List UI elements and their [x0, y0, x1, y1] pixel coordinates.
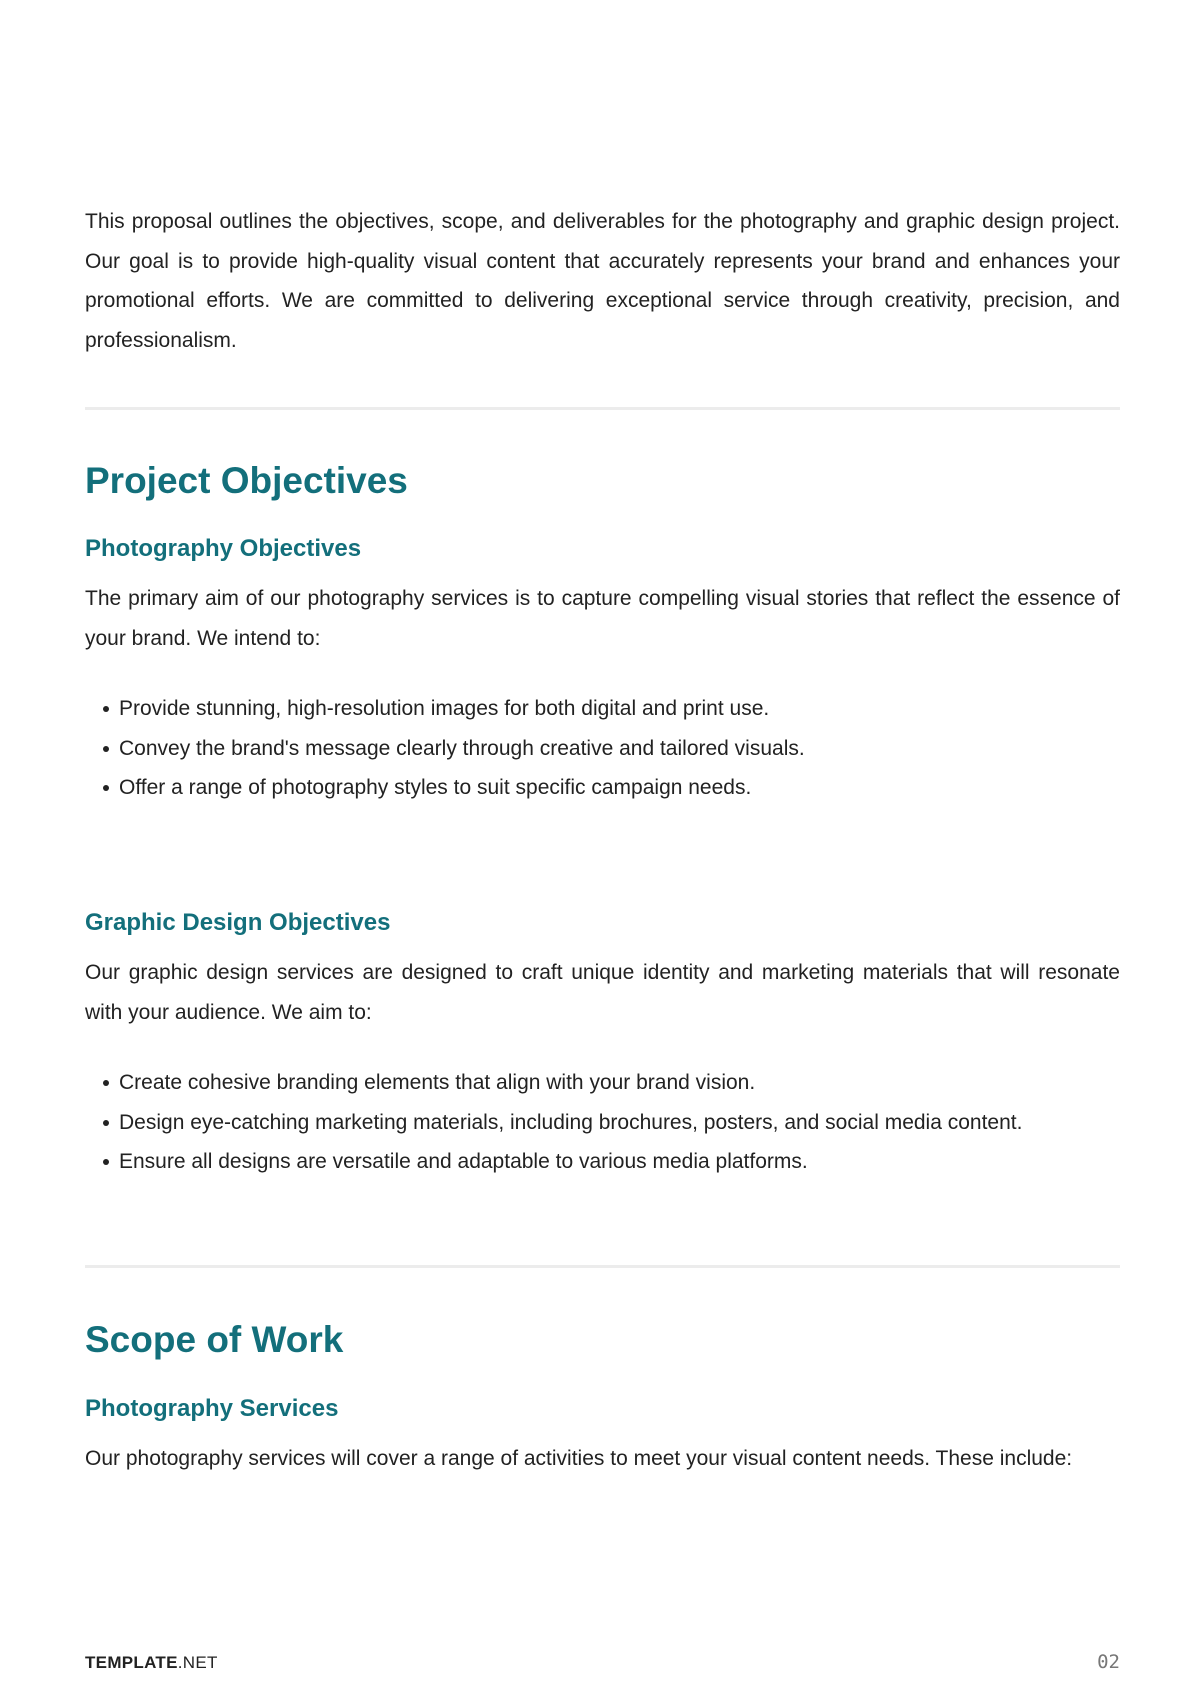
- section-divider: [85, 1265, 1120, 1268]
- brand-domain: .NET: [177, 1653, 218, 1672]
- section-title-project-objectives: Project Objectives: [85, 460, 408, 501]
- graphic-design-objectives-list: [100, 1063, 1100, 1182]
- photography-objectives-list: [100, 689, 1100, 808]
- graphic-design-objectives-text: Our graphic design services are designed to craft unique identity and marketing materials that will resonate with your audience. We aim to:: [85, 961, 1120, 1024]
- photography-services-text: Our photography services will cover a range of activities to meet your visual content needs. These include:: [85, 1447, 1073, 1470]
- list-item: Convey the brand's message clearly through creative and tailored visuals.: [100, 729, 1100, 769]
- list-item: Provide stunning, high-resolution images for both digital and print use.: [100, 689, 1100, 729]
- section-title-scope-of-work: Scope of Work: [85, 1319, 344, 1360]
- photography-objectives-text: The primary aim of our photography services is to capture compelling visual stories that reflect the essence of your brand. We intend to:: [85, 587, 1120, 650]
- intro-paragraph: This proposal outlines the objectives, scope, and deliverables for the photography and graphic design project. Our goal is to provide high-quality visual content that accurately represents your brand and enhances your promotional efforts. We are committed to delivering exceptional service through creativity, precision, and professionalism.: [85, 210, 1120, 352]
- list-item: Design eye-catching marketing materials, including brochures, posters, and social media content.: [100, 1103, 1100, 1143]
- brand-name: TEMPLATE: [85, 1653, 178, 1672]
- list-item: Create cohesive branding elements that align with your brand vision.: [100, 1063, 1100, 1103]
- footer-brand-logo: [85, 1652, 218, 1674]
- section-divider: [85, 407, 1120, 410]
- subheading-photography-services: Photography Services: [85, 1395, 339, 1422]
- list-item: Ensure all designs are versatile and adaptable to various media platforms.: [100, 1142, 1100, 1182]
- subheading-graphic-design-objectives: Graphic Design Objectives: [85, 909, 391, 936]
- subheading-photography-objectives: Photography Objectives: [85, 535, 362, 562]
- document-page: [85, 0, 1120, 1697]
- page-number: 02: [1097, 1651, 1120, 1673]
- list-item: Offer a range of photography styles to suit specific campaign needs.: [100, 768, 1100, 808]
